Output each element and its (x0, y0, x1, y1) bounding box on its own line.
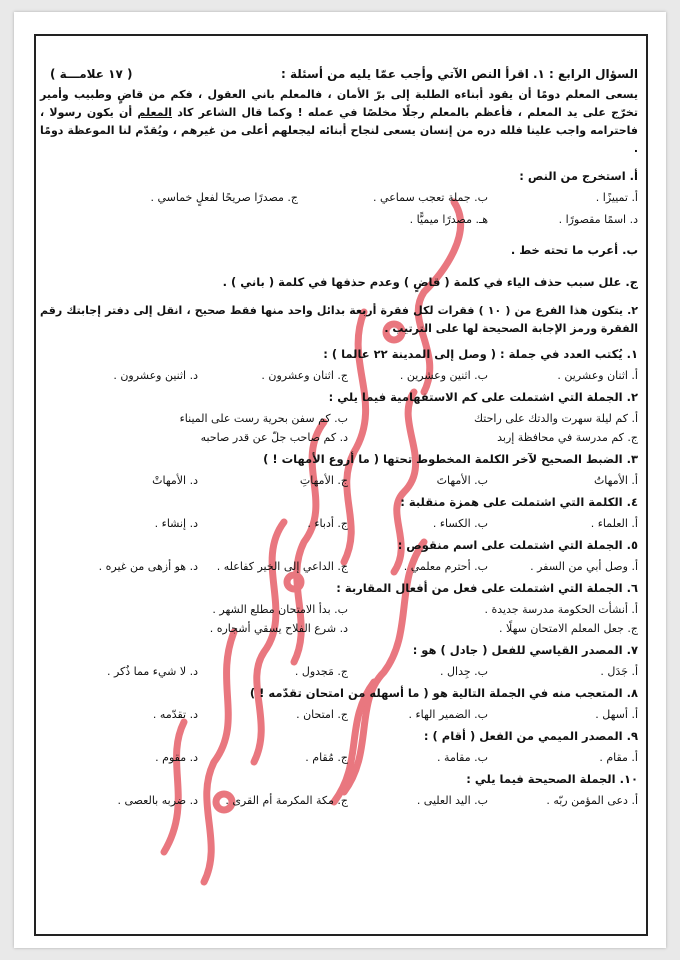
mcq-option: ب. بدأ الامتحان مطلع الشهر . (212, 603, 348, 616)
mcq-option: أ. جَدَل . (600, 665, 638, 678)
part-a-item: أ. تمييزًا . (595, 191, 638, 204)
part-a-label: أ. استخرج من النص : (519, 169, 638, 183)
mcq-option: ب. الكساء . (432, 517, 488, 530)
mcq-option: ج. أدباء . (307, 517, 348, 530)
mcq-options (40, 793, 638, 809)
mcq-option: ب. اليد العليى . (416, 794, 488, 807)
mcq-option: د. اثنين وعشرون . (113, 369, 198, 382)
mcq-question: ٣. الضبط الصحيح لآخر الكلمة المخطوط تحتها ( ما أروع الأمهات ! ) (263, 452, 638, 466)
mcq-option: أ. وصل أبي من السفر . (530, 560, 638, 573)
mcq-option: د. الأمهاتْ (152, 474, 198, 487)
mcq-question: ٤. الكلمة التي اشتملت على همزة منقلبة : (400, 495, 638, 509)
mcq-options (40, 368, 638, 384)
mcq-options (40, 411, 638, 427)
mcq-options (40, 621, 638, 637)
mcq-question: ٩. المصدر الميمي من الفعل ( أقام ) : (423, 729, 638, 743)
reading-passage (40, 86, 638, 158)
mcq-option: د. تقدّمه . (152, 708, 198, 721)
question-four-title: السؤال الرابع : ١. اقرأ النص الآتي وأجب عمّا يليه من أسئلة : (280, 67, 638, 81)
part-c-label: ج. علل سبب حذف الياء في كلمة ( قاضٍ ) وعدم حذفها في كلمة ( باني ) . (222, 275, 638, 289)
mcq-options (40, 602, 638, 618)
exam-content (40, 66, 638, 809)
part-a-row-1 (40, 190, 638, 206)
mcq-options (40, 430, 638, 446)
mcq-option: أ. دعى المؤمن ربّه . (546, 794, 638, 807)
mcq-option: أ. العلماء . (590, 517, 638, 530)
mcq-option: د. إنشاء . (154, 517, 198, 530)
mcq-option: أ. الأمهاتُ (593, 474, 638, 487)
mcq-option: ج. جعل المعلم الامتحان سهلًا . (499, 622, 638, 635)
mcq-option: ب. جِدال . (440, 665, 488, 678)
mcq-option: د. شرع الفلاح يسقي أشجاره . (209, 622, 348, 635)
mcq-options (40, 707, 638, 723)
mcq-option: أ. اثنان وعشرين . (557, 369, 638, 382)
passage-part-1: يسعى المعلم دومًا أن يقود أبناءه الطلبة إلى برّ الأمان ، فالمعلم باني العقول ، فكم من قاضٍ وطبيب وأمير تخرّج على يد المعلم ، فأعظم بالمعلم رجلًا مخلصًا في عمله ! وكما قال الشاعر كاد (40, 88, 638, 119)
part-a-row-2 (40, 212, 638, 228)
mcq-options (40, 516, 638, 532)
marks-label: ( ١٧ علامـــة ) (50, 67, 133, 81)
part-a-item: ب. جملة تعجب سماعي . (373, 191, 488, 204)
mcq-question: ٨. المتعجب منه في الجملة التالية هو ( ما أسهله من امتحان تقدّمه ! ) (249, 686, 638, 700)
mcq-option: ج. مَجدول . (294, 665, 348, 678)
mcq-option: ج. مُقام . (305, 751, 348, 764)
part-a-item: د. اسمًا مقصورًا . (558, 213, 638, 226)
part-a-item: ج. مصدرًا صريحًا لفعلٍ خماسي . (150, 191, 298, 204)
part-b-label: ب. أعرب ما تحته خط . (510, 243, 638, 257)
mcq-option: ج. امتحان . (296, 708, 348, 721)
mcq-question: ٢. الجملة التي اشتملت على كم الاستفهامية فيما يلي : (328, 390, 638, 404)
mcq-question: ١٠. الجملة الصحيحة فيما يلي : (466, 772, 638, 786)
mcq-option: ج. اثنان وعشرون . (261, 369, 348, 382)
mcq-option: د. مقوم . (155, 751, 198, 764)
part-a-item: هـ. مصدرًا ميميًّا . (409, 213, 488, 226)
mcq-option: ب. كم سفن بحرية رست على الميناء (179, 412, 348, 425)
mcq-option: ج. الأمهاتِ (299, 474, 348, 487)
mcq-option: ج. كم مدرسة في محافظة إربد (497, 431, 638, 444)
mcq-option: أ. كم ليلة سهرت والدتك على راحتك (474, 412, 638, 425)
question-two-intro: ٢. يتكون هذا الفرع من ( ١٠ ) فقرات لكل فقرة أربعة بدائل واحد منها فقط صحيح ، انقل إلى دفتر إجابتك رقم الفقرة ورمز الإجابة الصحيحة لها على الترتيب . (40, 304, 638, 335)
mcq-option: د. كم صاحب جلّ عن قدر صاحبه (200, 431, 348, 444)
mcq-option: د. هو أزهى من غيره . (98, 560, 198, 573)
mcq-option: أ. أسهل . (595, 708, 638, 721)
mcq-option: أ. أنشأت الحكومة مدرسة جديدة . (484, 603, 638, 616)
mcq-option: ج. مكة المكرمة أم القرى . (225, 794, 348, 807)
question-four-header (40, 66, 638, 82)
mcq-option: ب. الأمهاتَ (436, 474, 488, 487)
passage-part-2: أن يكون رسولا ، فاحترامه واجب علينا فلله دره من إنسان يسعى لنجاح أبنائه ليجعلهم أعلى من غيرهم ، ويُقدّم لنا الموعظة دومًا . (40, 106, 638, 155)
passage-underlined-word: المعلم (137, 106, 172, 119)
mcq-question: ١. يُكتب العدد في جملة : ( وصل إلى المدينة ٢٢ عالما ) : (323, 347, 638, 361)
exam-sheet (14, 12, 666, 948)
mcq-options (40, 559, 638, 575)
mcq-option: ب. أحترم معلمي . (403, 560, 488, 573)
mcq-option: ب. الضمير الهاء . (408, 708, 488, 721)
mcq-option: ب. مقامة . (437, 751, 488, 764)
mcq-option: ب. اثنين وعشرين . (399, 369, 488, 382)
mcq-question: ٦. الجملة التي اشتملت على فعل من أفعال المقاربة : (336, 581, 638, 595)
mcq-question: ٧. المصدر القياسي للفعل ( جادل ) هو : (412, 643, 638, 657)
mcq-option: د. لا شيء مما ذُكر . (106, 665, 198, 678)
mcq-option: د. ضربه بالعصى . (117, 794, 198, 807)
mcq-options (40, 750, 638, 766)
multiple-choice-list (40, 346, 638, 809)
mcq-options (40, 473, 638, 489)
mcq-question: ٥. الجملة التي اشتملت على اسم منقوص : (397, 538, 638, 552)
mcq-option: ج. الداعي إلى الخير كفاعله . (216, 560, 348, 573)
mcq-option: أ. مقام . (599, 751, 638, 764)
mcq-options (40, 664, 638, 680)
